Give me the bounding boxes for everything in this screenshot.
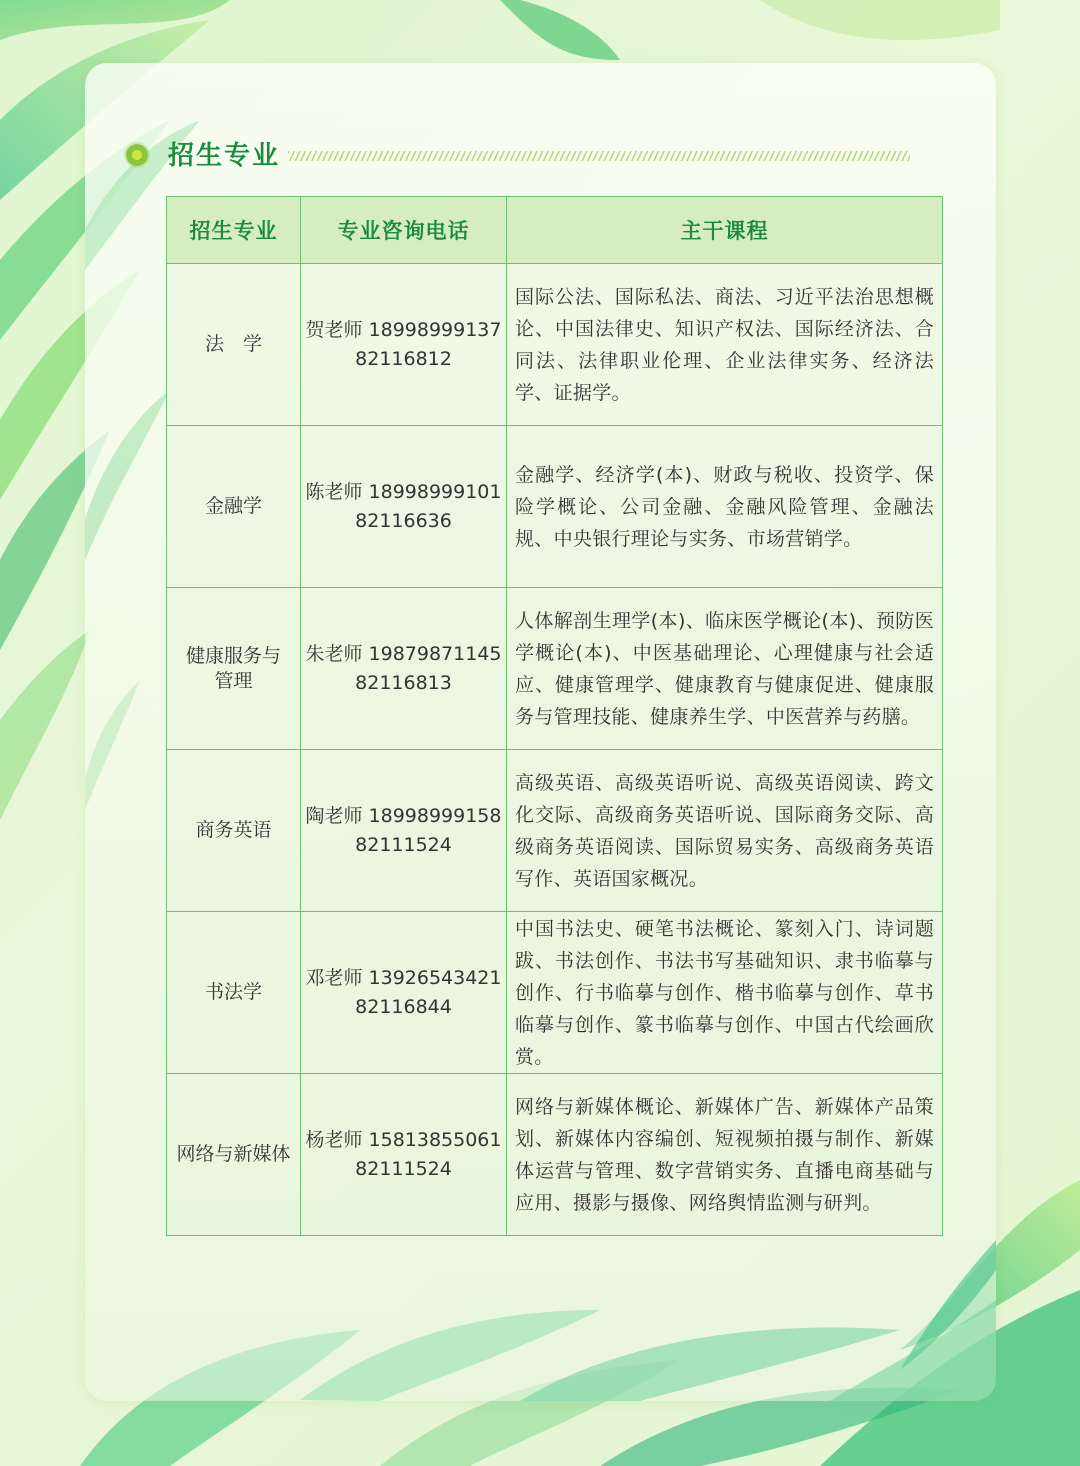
mobile-number[interactable]: 19879871145 [368, 642, 502, 665]
tel-number[interactable]: 82116813 [355, 671, 452, 694]
header-phone: 专业咨询电话 [301, 197, 507, 264]
teacher-name: 邓老师 [305, 966, 363, 989]
major-cell: 金融学 [167, 426, 301, 588]
courses-cell: 中国书法史、硬笔书法概论、篆刻入门、诗词题跋、书法创作、书法书写基础知识、隶书临摹与创作、行书临摹与创作、楷书临摹与创作、草书临摹与创作、篆书临摹与创作、中国古代绘画欣赏。 [507, 912, 943, 1074]
mobile-number[interactable]: 15813855061 [368, 1128, 502, 1151]
table-row [167, 264, 943, 426]
phone-cell [301, 1074, 507, 1236]
courses-cell: 高级英语、高级英语听说、高级英语阅读、跨文化交际、高级商务英语听说、国际商务交际、高级商务英语阅读、国际贸易实务、高级商务英语写作、英语国家概况。 [507, 750, 943, 912]
table-row [167, 1074, 943, 1236]
major-cell: 法 学 [167, 264, 301, 426]
teacher-name: 贺老师 [305, 318, 363, 341]
teacher-name: 陈老师 [305, 480, 363, 503]
header-courses: 主干课程 [507, 197, 943, 264]
header-major: 招生专业 [167, 197, 301, 264]
tel-number[interactable]: 82116812 [355, 347, 452, 370]
major-cell: 商务英语 [167, 750, 301, 912]
courses-cell: 国际公法、国际私法、商法、习近平法治思想概论、中国法律史、知识产权法、国际经济法、合同法、法律职业伦理、企业法律实务、经济法学、证据学。 [507, 264, 943, 426]
table-row [167, 588, 943, 750]
courses-cell: 金融学、经济学(本)、财政与税收、投资学、保险学概论、公司金融、金融风险管理、金融法规、中央银行理论与实务、市场营销学。 [507, 426, 943, 588]
courses-cell: 网络与新媒体概论、新媒体广告、新媒体产品策划、新媒体内容编创、短视频拍摄与制作、新媒体运营与管理、数字营销实务、直播电商基础与应用、摄影与摄像、网络舆情监测与研判。 [507, 1074, 943, 1236]
table-row [167, 426, 943, 588]
major-cell: 书法学 [167, 912, 301, 1074]
tel-number[interactable]: 82116844 [355, 995, 452, 1018]
phone-cell [301, 264, 507, 426]
table-header-row [167, 197, 943, 264]
bullet-dot-icon [126, 144, 148, 166]
table-row [167, 912, 943, 1074]
mobile-number[interactable]: 18998999158 [368, 804, 502, 827]
major-cell: 网络与新媒体 [167, 1074, 301, 1236]
phone-cell [301, 588, 507, 750]
teacher-name: 朱老师 [305, 642, 363, 665]
hatch-divider [288, 151, 910, 161]
teacher-name: 杨老师 [305, 1128, 363, 1151]
teacher-name: 陶老师 [305, 804, 363, 827]
section-title: 招生专业 [168, 141, 281, 171]
table-row [167, 750, 943, 912]
mobile-number[interactable]: 18998999101 [368, 480, 502, 503]
tel-number[interactable]: 82111524 [355, 833, 452, 856]
majors-table [166, 196, 943, 1236]
tel-number[interactable]: 82111524 [355, 1157, 452, 1180]
tel-number[interactable]: 82116636 [355, 509, 452, 532]
mobile-number[interactable]: 18998999137 [368, 318, 502, 341]
phone-cell [301, 912, 507, 1074]
major-cell: 健康服务与管理 [167, 588, 301, 750]
phone-cell [301, 426, 507, 588]
phone-cell [301, 750, 507, 912]
courses-cell: 人体解剖生理学(本)、临床医学概论(本)、预防医学概论(本)、中医基础理论、心理健康与社会适应、健康管理学、健康教育与健康促进、健康服务与管理技能、健康养生学、中医营养与药膳。 [507, 588, 943, 750]
mobile-number[interactable]: 13926543421 [368, 966, 502, 989]
section-header [126, 138, 916, 174]
